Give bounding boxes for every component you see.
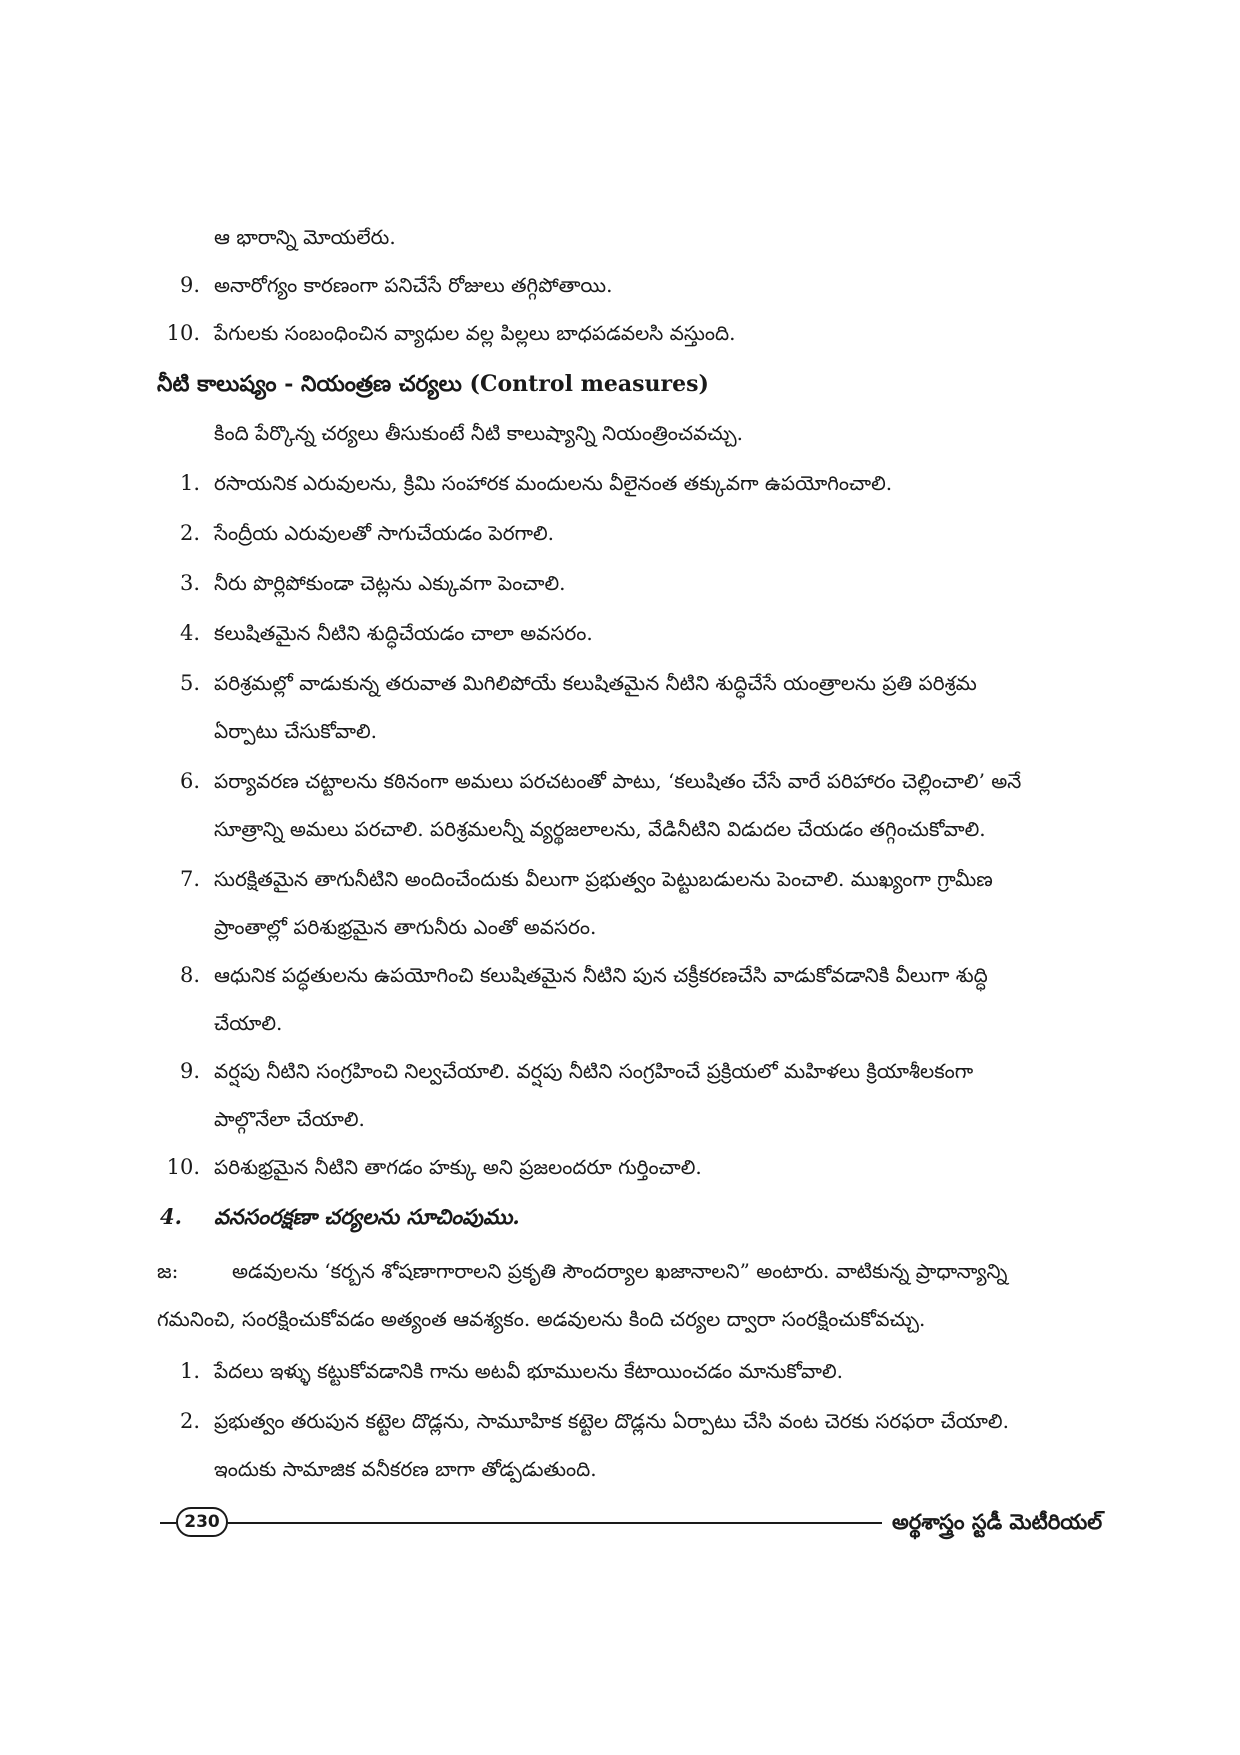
page-number: 230 <box>176 1507 228 1537</box>
list-item-number: 5. <box>179 671 200 695</box>
list-item-number: 9. <box>179 1059 200 1083</box>
list-item-number: 1. <box>179 1359 200 1383</box>
list-item-number: 2. <box>179 1409 200 1433</box>
answer-label: జ: <box>157 1259 179 1283</box>
footer-rule-left <box>160 1522 176 1524</box>
footer-rule <box>228 1522 882 1524</box>
section-heading: నీటి కాలుష్యం - నియంత్రణ చర్యలు (Control measures) <box>157 371 709 397</box>
list-item-text: పేగులకు సంబంధించిన వ్యాధుల వల్ల పిల్లలు బాధపడవలసి వస్తుంది. <box>214 321 736 345</box>
list-item-text: పాల్గొనేలా చేయాలి. <box>214 1107 365 1131</box>
continuation-line: ఆ భారాన్ని మోయలేరు. <box>214 225 396 249</box>
list-item-number: 10. <box>166 321 200 345</box>
question-number: 4. <box>160 1204 182 1229</box>
list-item-text: రసాయనిక ఎరువులను, క్రిమి సంహారక మందులను వీలైనంత తక్కువగా ఉపయోగించాలి. <box>214 471 893 495</box>
list-item-text: ఏర్పాటు చేసుకోవాలి. <box>214 719 377 743</box>
list-item-text: పేదలు ఇళ్ళు కట్టుకోవడానికి గాను అటవీ భూములను కేటాయించడం మానుకోవాలి. <box>214 1359 844 1383</box>
list-item-text: పరిశుభ్రమైన నీటిని తాగడం హక్కు అని ప్రజలందరూ గుర్తించాలి. <box>214 1155 702 1179</box>
list-item-text: అనారోగ్యం కారణంగా పనిచేసే రోజులు తగ్గిపోతాయి. <box>214 273 613 297</box>
list-item-number: 8. <box>179 963 200 987</box>
list-item-number: 1. <box>179 471 200 495</box>
list-item-number: 7. <box>179 867 200 891</box>
list-item-number: 6. <box>179 769 200 793</box>
list-item-text: సూత్రాన్ని అమలు పరచాలి. పరిశ్రమలన్నీ వ్యర్థజలాలను, వేడినీటిని విడుదల చేయడం తగ్గించుకోవాలి. <box>214 817 986 841</box>
list-item-text: ఇందుకు సామాజిక వనీకరణ బాగా తోడ్పడుతుంది. <box>214 1457 597 1481</box>
list-item-text: సేంద్రీయ ఎరువులతో సాగుచేయడం పెరగాలి. <box>214 521 555 545</box>
list-item-number: 10. <box>166 1155 200 1179</box>
list-item-text: ఆధునిక పద్ధతులను ఉపయోగించి కలుషితమైన నీటిని పున చక్రీకరణచేసి వాడుకోవడానికి వీలుగా శుద్ధి <box>214 963 988 987</box>
list-item-text: సురక్షితమైన తాగునీటిని అందించేందుకు వీలుగా ప్రభుత్వం పెట్టుబడులను పెంచాలి. ముఖ్యంగా గ్రామీణ <box>214 867 993 891</box>
list-item-text: నీరు పొర్లిపోకుండా చెట్లను ఎక్కువగా పెంచాలి. <box>214 571 566 595</box>
list-item-text: ప్రభుత్వం తరుపున కట్టెల దొడ్లను, సామూహిక కట్టెల దొడ్లను ఏర్పాటు చేసి వంట చెరకు సరఫరా చేయాలి. <box>214 1409 1009 1433</box>
list-item-text: కలుషితమైన నీటిని శుద్ధిచేయడం చాలా అవసరం. <box>214 621 593 645</box>
list-item-text: చేయాలి. <box>214 1011 283 1035</box>
section-intro: కింది పేర్కొన్న చర్యలు తీసుకుంటే నీటి కాలుష్యాన్ని నియంత్రించవచ్చు. <box>214 421 744 445</box>
list-item-text: ప్రాంతాల్లో పరిశుభ్రమైన తాగునీరు ఎంతో అవసరం. <box>214 915 597 939</box>
answer-text: గమనించి, సంరక్షించుకోవడం అత్యంత ఆవశ్యకం. అడవులను కింది చర్యల ద్వారా సంరక్షించుకోవచ్చు. <box>157 1307 926 1331</box>
book-title: అర్థశాస్త్రం స్టడీ మెటీరియల్ <box>892 1509 1103 1534</box>
question-text: వనసంరక్షణా చర్యలను సూచింపుము. <box>214 1204 520 1229</box>
list-item-number: 4. <box>179 621 200 645</box>
list-item-number: 3. <box>179 571 200 595</box>
answer-text: అడవులను ‘కర్బన శోషణాగారాలని ప్రకృతి సౌందర్యాల ఖజానాలని” అంటారు. వాటికున్న ప్రాధాన్యాన్ని <box>232 1259 1008 1283</box>
list-item-text: వర్షపు నీటిని సంగ్రహించి నిల్వచేయాలి. వర్షపు నీటిని సంగ్రహించే ప్రక్రియలో మహిళలు క్రియాశీలకంగా <box>214 1059 974 1083</box>
list-item-text: పరిశ్రమల్లో వాడుకున్న తరువాత మిగిలిపోయే కలుషితమైన నీటిని శుద్ధిచేసే యంత్రాలను ప్రతి పరిశ్రమ <box>214 671 977 695</box>
list-item-number: 2. <box>179 521 200 545</box>
list-item-text: పర్యావరణ చట్టాలను కఠినంగా అమలు పరచటంతో పాటు, ‘కలుషితం చేసే వారే పరిహారం చెల్లించాలి’ అనే <box>214 769 1022 793</box>
list-item-number: 9. <box>179 273 200 297</box>
